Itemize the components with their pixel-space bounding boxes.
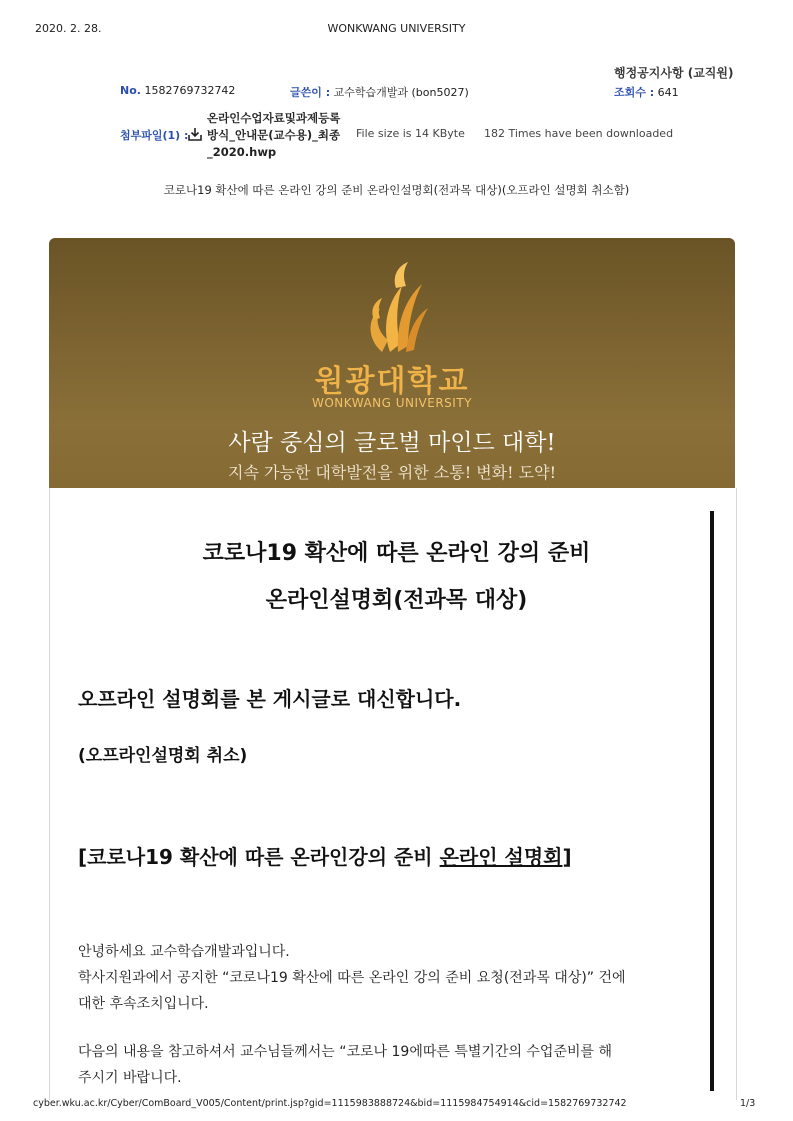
section-heading-prefix: [코로나19 확산에 따른 온라인강의 준비 — [78, 845, 440, 869]
download-icon[interactable] — [187, 126, 203, 140]
content-title-line2: 온라인설명회(전과목 대상) — [265, 588, 528, 613]
views-label: 조회수 : — [614, 86, 655, 99]
paragraph2-line1: 다음의 내용을 참고하셔서 교수님들께서는 “코로나 19에따른 특별기간의 수업준비를 해 — [78, 1044, 613, 1060]
section-heading-suffix: ] — [562, 845, 572, 869]
post-number — [120, 84, 235, 97]
notice-heading: 오프라인 설명회를 본 게시글로 대신합니다. — [78, 687, 462, 711]
section-heading — [78, 841, 572, 870]
download-count: 182 Times have been downloaded — [484, 127, 674, 140]
attachment-link[interactable] — [207, 110, 340, 161]
writer-value: 교수학습개발과 (bon5027) — [333, 86, 469, 99]
university-slogan: 사람 중심의 글로벌 마인드 대학! — [228, 430, 556, 456]
site-title: WONKWANG UNIVERSITY — [327, 22, 466, 35]
post-views — [614, 84, 679, 100]
writer-label: 글쓴이 : — [290, 86, 331, 99]
post-title: 코로나19 확산에 따른 온라인 강의 준비 온라인설명회(전과목 대상)(오프라인 설명회 취소함) — [163, 183, 630, 197]
attachment-name-line3: _2020.hwp — [207, 145, 277, 159]
attachment-name-line1: 온라인수업자료및과제등록 — [207, 111, 341, 125]
university-korean-name: 원광대학교 — [314, 364, 470, 399]
paragraph1-line1: 안녕하세요 교수학습개발과입니다. — [78, 944, 290, 960]
attachment-name-line2: 방식_안내문(교수용)_최종 — [207, 128, 341, 142]
page-number: 1/3 — [740, 1098, 756, 1109]
cancel-note: (오프라인설명회 취소) — [78, 746, 248, 766]
paragraph1-line2: 학사지원과에서 공지한 “코로나19 확산에 따른 온라인 강의 준비 요청(전과목 대상)” 건에 — [78, 970, 626, 986]
university-english-name: WONKWANG UNIVERSITY — [312, 396, 472, 410]
print-date: 2020. 2. 28. — [35, 22, 102, 35]
university-subslogan: 지속 가능한 대학발전을 위한 소통! 변화! 도약! — [227, 463, 556, 482]
university-banner — [49, 238, 735, 488]
post-number-label: No. — [120, 84, 141, 97]
board-category: 행정공지사항 (교직원) — [614, 66, 734, 80]
paragraph2-line2: 주시기 바랍니다. — [78, 1070, 182, 1086]
paragraph1-line3: 대한 후속조치입니다. — [78, 996, 209, 1012]
post-writer — [290, 84, 469, 100]
content-title-line1: 코로나19 확산에 따른 온라인 강의 준비 — [202, 541, 591, 566]
flame-logo-icon — [352, 260, 432, 360]
print-url: cyber.wku.ac.kr/Cyber/ComBoard_V005/Content/print.jsp?gid=1115983888724&bid=1115984754914&cid=1582769732742 — [33, 1098, 627, 1109]
post-number-value: 1582769732742 — [144, 84, 236, 97]
attachment-label: 첨부파일(1) : — [120, 129, 189, 142]
views-value: 641 — [657, 86, 679, 99]
section-heading-underlined: 온라인 설명회 — [439, 845, 563, 869]
file-size: File size is 14 KByte — [356, 127, 465, 140]
